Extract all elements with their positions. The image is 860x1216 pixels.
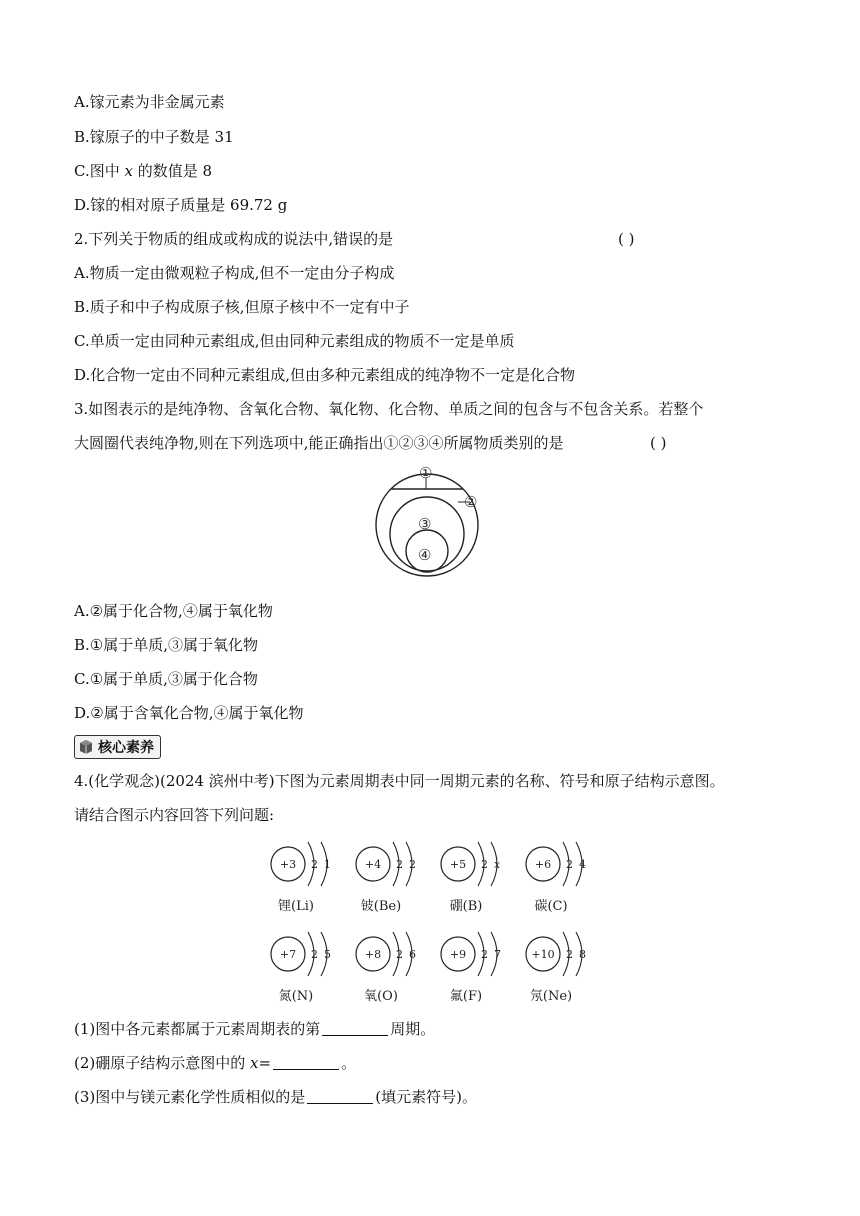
q3-option-c: C.①属于单质,③属于化合物: [74, 670, 258, 688]
shell-electron-count: 6: [409, 948, 416, 961]
shell-electron-count: 2: [311, 948, 318, 961]
q1-option-a: A.镓元素为非金属元素: [74, 93, 225, 111]
element-label: 碳(C): [534, 899, 568, 914]
nucleus-charge: +9: [449, 948, 467, 961]
nucleus-charge: +6: [534, 858, 552, 871]
q4-sub2-eq: =: [258, 1054, 272, 1072]
atom-diagram: [356, 932, 416, 1004]
section-badge: [74, 735, 161, 759]
label-4: ④: [418, 546, 432, 564]
q4-sub3-before: (3)图中与镁元素化学性质相似的是: [74, 1088, 306, 1106]
q4-sub3-blank[interactable]: [307, 1088, 373, 1104]
q2-option-b: B.质子和中子构成原子核,但原子核中不一定有中子: [74, 298, 410, 316]
atom-diagram: [526, 932, 586, 1004]
shell-electron-count: 2: [481, 858, 488, 871]
q4-sub1-before: (1)图中各元素都属于元素周期表的第: [74, 1020, 321, 1038]
shell-electron-count: x: [494, 858, 501, 871]
element-label: 氟(F): [449, 989, 483, 1004]
label-1: ①: [419, 464, 433, 482]
q4-sub1: [74, 1019, 435, 1039]
q3-circle-diagram: [370, 462, 490, 582]
section-badge-label: 核心素养: [98, 740, 154, 756]
element-label: 硼(B): [449, 899, 483, 914]
shell-electron-count: 7: [494, 948, 501, 961]
nucleus-charge: +10: [531, 948, 555, 961]
shell-electron-count: 2: [566, 858, 573, 871]
atom-structure-figure: [262, 828, 602, 1008]
shell-electron-count: 2: [396, 948, 403, 961]
q2-option-a: A.物质一定由微观粒子构成,但不一定由分子构成: [74, 264, 395, 282]
q4-sub2-after: 。: [341, 1054, 357, 1072]
atom-diagram: [441, 932, 501, 1004]
q2-answer-paren[interactable]: ( ): [618, 230, 635, 248]
q4-stem-line2: 请结合图示内容回答下列问题:: [74, 806, 275, 824]
q1-option-c-prefix: C.图中: [74, 162, 120, 180]
q4-sub3: [74, 1087, 477, 1107]
shell-electron-count: 2: [409, 858, 416, 871]
q4-sub2-var: x: [250, 1054, 259, 1072]
element-label: 氖(Ne): [529, 989, 573, 1004]
nucleus-charge: +4: [364, 858, 382, 871]
q1-option-d: D.镓的相对原子质量是 69.72 g: [74, 196, 288, 214]
q1-option-c-rest: 的数值是 8: [132, 162, 213, 180]
nucleus-charge: +3: [279, 858, 297, 871]
shell-electron-count: 8: [579, 948, 586, 961]
nucleus-charge: +5: [449, 858, 467, 871]
shell-electron-count: 2: [566, 948, 573, 961]
q2-stem: 2.下列关于物质的组成或构成的说法中,错误的是: [74, 230, 394, 248]
atom-diagram: [271, 932, 331, 1004]
q1-option-b: B.镓原子的中子数是 31: [74, 128, 234, 146]
cube-icon: [78, 739, 94, 755]
q3-option-d: D.②属于含氧化合物,④属于氧化物: [74, 704, 304, 722]
q2-option-d: D.化合物一定由不同种元素组成,但由多种元素组成的纯净物不一定是化合物: [74, 366, 576, 384]
atom-diagram: [441, 842, 501, 914]
shell-electron-count: 5: [324, 948, 331, 961]
element-label: 氧(O): [364, 989, 398, 1004]
q3-stem-line1: 3.如图表示的是纯净物、含氧化合物、氧化物、化合物、单质之间的包含与不包含关系。若整个: [74, 400, 704, 418]
q4-sub1-after: 周期。: [390, 1020, 436, 1038]
q3-answer-paren[interactable]: ( ): [650, 434, 667, 452]
q4-sub2-blank[interactable]: [273, 1054, 339, 1070]
nucleus-charge: +7: [279, 948, 297, 961]
q4-sub2: [74, 1053, 356, 1073]
atom-diagram: [271, 842, 331, 914]
shell-electron-count: 2: [396, 858, 403, 871]
element-label: 铍(Be): [360, 899, 402, 914]
element-label: 锂(Li): [278, 899, 314, 914]
shell-electron-count: 4: [579, 858, 586, 871]
atom-diagram: [356, 842, 416, 914]
shell-electron-count: 2: [311, 858, 318, 871]
q4-stem-line1: 4.(化学观念)(2024 滨州中考)下图为元素周期表中同一周期元素的名称、符号和原子结构示意图。: [74, 772, 725, 790]
q3-option-a: A.②属于化合物,④属于氧化物: [74, 602, 273, 620]
shell-electron-count: 2: [481, 948, 488, 961]
q4-sub3-after: (填元素符号)。: [375, 1088, 477, 1106]
label-2: ②: [464, 493, 478, 511]
nucleus-charge: +8: [364, 948, 382, 961]
element-label: 氮(N): [278, 989, 314, 1004]
q2-option-c: C.单质一定由同种元素组成,但由同种元素组成的物质不一定是单质: [74, 332, 515, 350]
q3-option-b: B.①属于单质,③属于氧化物: [74, 636, 259, 654]
q1-option-c-var: x: [124, 162, 133, 180]
q1-option-c: [74, 161, 212, 181]
atom-diagram: [526, 842, 586, 914]
q4-sub2-before: (2)硼原子结构示意图中的: [74, 1054, 251, 1072]
q4-sub1-blank[interactable]: [322, 1020, 388, 1036]
label-3: ③: [418, 515, 432, 533]
q3-stem-line2: 大圆圈代表纯净物,则在下列选项中,能正确指出①②③④所属物质类别的是: [74, 434, 564, 452]
shell-electron-count: 1: [324, 858, 331, 871]
